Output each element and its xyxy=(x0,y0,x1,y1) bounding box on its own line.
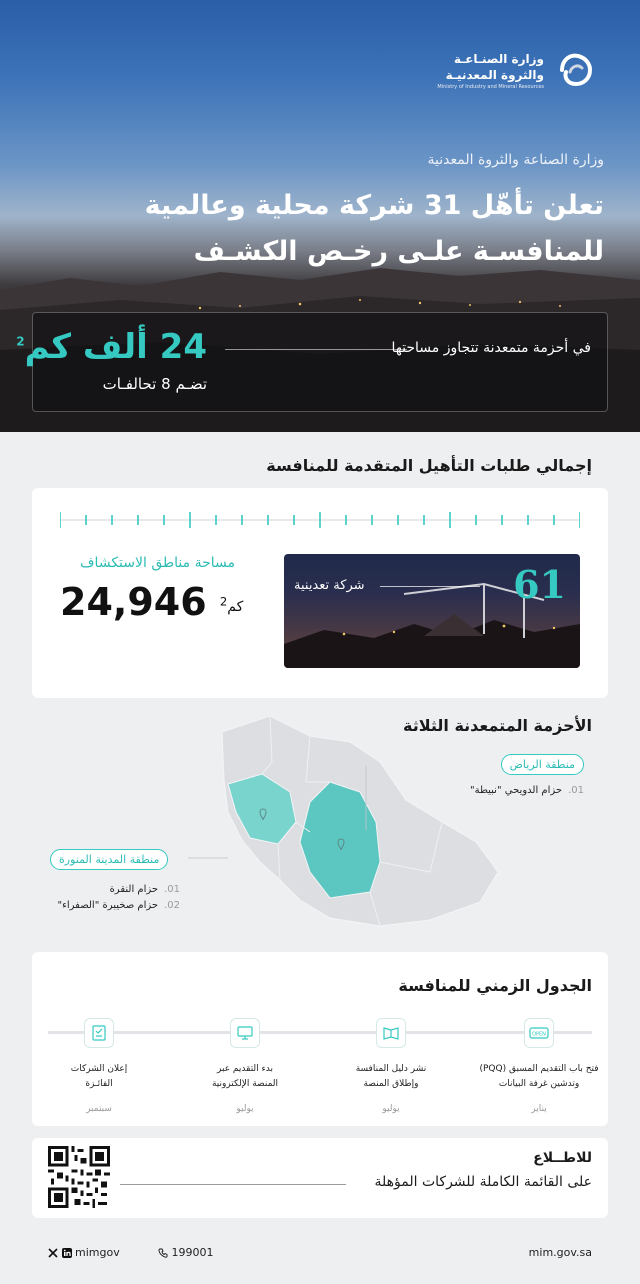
qr-desc: على القائمة الكاملة للشركات المؤهلة xyxy=(374,1174,592,1190)
belt-name: حزام الدويحي "نبيطة" xyxy=(469,785,563,796)
saudi-map xyxy=(180,712,500,932)
area-value xyxy=(60,580,243,624)
qr-code-icon[interactable] xyxy=(48,1146,110,1208)
hero-value-sup: 2 xyxy=(16,334,25,349)
region-madinah-tag: منطقة المدينة المنورة xyxy=(50,849,168,870)
step-line2: وإطلاق المنصة xyxy=(363,1079,419,1089)
phone-text: 199001 xyxy=(171,1246,214,1259)
hero-divider xyxy=(225,349,407,350)
belt-number: 02. xyxy=(164,900,180,911)
x-twitter-icon[interactable] xyxy=(48,1248,58,1258)
step-line2: الفائـزة xyxy=(85,1079,113,1089)
phone-contact[interactable] xyxy=(158,1246,214,1259)
belt-madinah-1 xyxy=(100,884,180,895)
area-number: 24,946 xyxy=(60,580,207,624)
step-line1: نشر دليل المنافسة xyxy=(355,1064,427,1074)
ministry-logo xyxy=(436,48,596,94)
logo-english: Ministry of Industry and Mineral Resources xyxy=(437,84,544,90)
hero-value-unit: كم xyxy=(24,327,72,367)
hero-subtitle: وزارة الصناعة والثروة المعدنية xyxy=(427,152,604,168)
mining-photo xyxy=(284,554,580,668)
timeline-step-1 xyxy=(474,1062,604,1092)
qr-title: للاطــلاع xyxy=(533,1150,592,1166)
hero-title-line2: للمنافسـة علـى رخـص الكشـف xyxy=(193,236,604,267)
area-unit xyxy=(219,594,244,615)
hero-title-line1: تعلن تأهّل 31 شركة محلية وعالمية xyxy=(144,190,604,221)
area-label: مساحة مناطق الاستكشاف xyxy=(80,555,235,571)
companies-divider xyxy=(380,586,480,587)
hero-alliances: تضـم 8 تحالفـات xyxy=(102,375,207,393)
belt-number: 01. xyxy=(164,884,180,895)
open-badge-text: OPEN xyxy=(532,1031,546,1038)
belt-madinah-2 xyxy=(52,900,180,911)
website-link[interactable]: mim.gov.sa xyxy=(528,1246,592,1259)
guide-book-icon xyxy=(376,1018,406,1048)
companies-label: شركة تعدينية xyxy=(294,578,365,593)
logo-arabic-line2: والثروة المعدنيـة xyxy=(445,68,544,82)
ruler-decoration xyxy=(60,510,580,530)
hero-desc: في أحزمة متمعدنة تتجاوز مساحتها xyxy=(391,340,591,356)
hero-value-number: 24 ألف xyxy=(82,327,207,367)
online-platform-icon xyxy=(230,1018,260,1048)
belt-number: 01. xyxy=(568,785,584,796)
area-unit-sup: 2 xyxy=(219,594,228,609)
social-handle[interactable] xyxy=(48,1246,120,1259)
companies-count: 61 xyxy=(513,562,566,607)
step-line1: بدء التقديم عبر xyxy=(217,1064,273,1074)
open-sign-icon xyxy=(524,1018,554,1048)
region-riyadh-tag: منطقة الرياض xyxy=(501,754,584,775)
hero-stat-box xyxy=(16,312,608,412)
applications-title: إجمالي طلبات التأهيل المتقدمة للمنافسة xyxy=(266,456,592,475)
timeline-track xyxy=(48,1031,592,1034)
timeline-step-2 xyxy=(326,1062,456,1092)
area-unit-text: كم xyxy=(227,598,244,615)
timeline-month-1: يناير xyxy=(531,1104,547,1114)
timeline-month-2: يوليو xyxy=(382,1104,400,1114)
belt-name: حزام صخيبرة "الصفراء" xyxy=(57,900,159,911)
hero-banner xyxy=(0,0,640,432)
social-handle-text: mimgov xyxy=(75,1246,120,1259)
belts-title: الأحزمة المتمعدنة الثلاثة xyxy=(403,716,592,735)
timeline-step-3 xyxy=(180,1062,310,1092)
timeline-month-3: يوليو xyxy=(236,1104,254,1114)
phone-icon xyxy=(158,1248,168,1258)
step-line2: المنصة الإلكترونية xyxy=(211,1079,279,1089)
step-line1: فتح باب التقديم المسبق (PQQ) xyxy=(479,1064,599,1074)
linkedin-icon[interactable] xyxy=(62,1248,72,1258)
hero-big-value xyxy=(16,327,207,367)
ministry-emblem-icon xyxy=(556,50,596,90)
belt-name: حزام النقرة xyxy=(109,884,159,895)
step-line2: وتدشين غرفة البيانات xyxy=(498,1079,580,1089)
timeline-title: الجدول الزمني للمنافسة xyxy=(398,976,592,995)
belt-riyadh-1 xyxy=(470,785,584,796)
step-line1: إعلان الشركات xyxy=(70,1064,128,1074)
timeline-step-4 xyxy=(34,1062,164,1092)
checklist-icon xyxy=(84,1018,114,1048)
logo-arabic-line1: وزارة الصنـاعـة xyxy=(453,52,544,66)
qr-divider xyxy=(120,1184,346,1185)
timeline-month-4: سبتمبر xyxy=(86,1104,112,1114)
